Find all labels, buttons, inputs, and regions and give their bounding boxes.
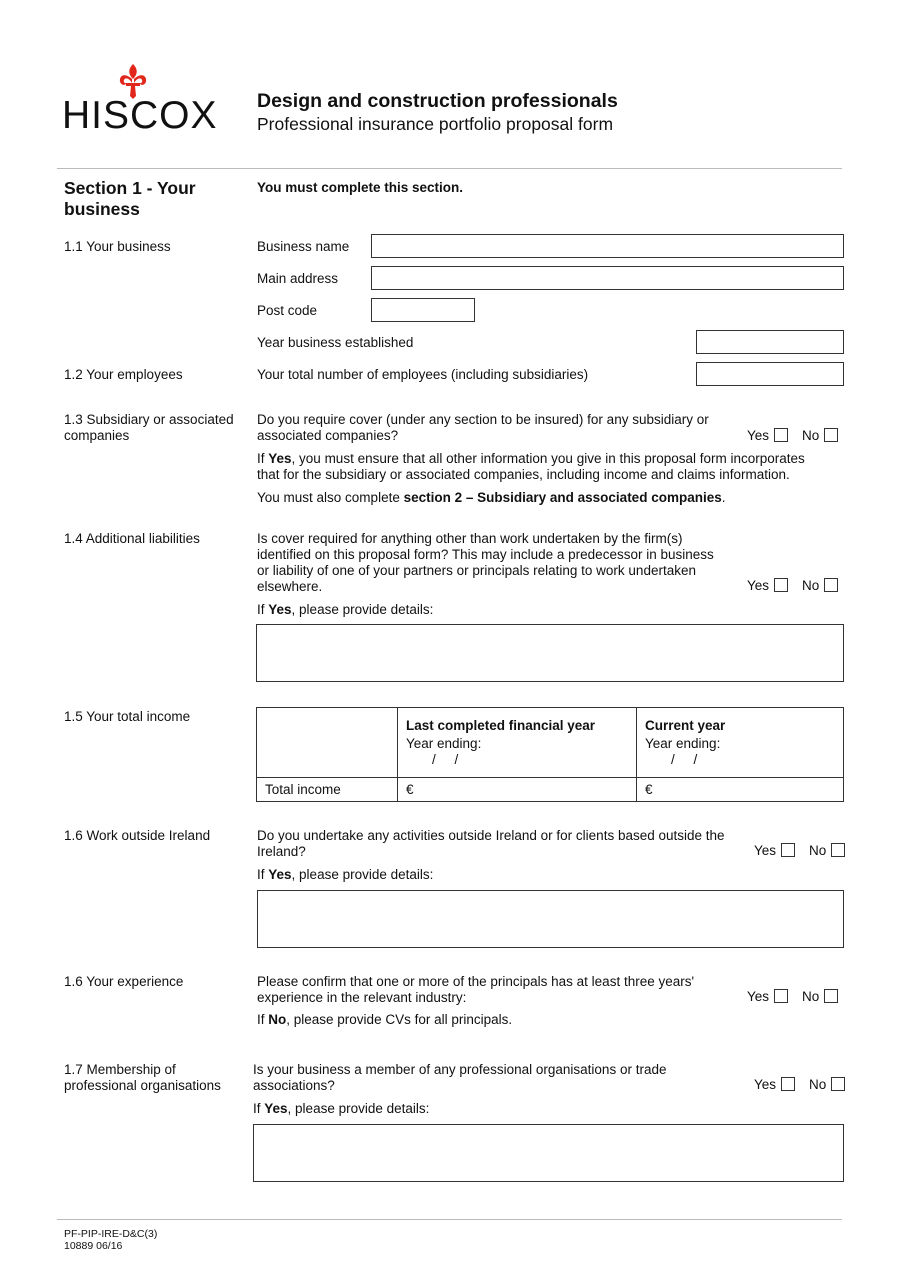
text: If xyxy=(257,1012,269,1027)
q1-4-label: 1.4 Additional liabilities xyxy=(64,531,200,546)
main-address-label: Main address xyxy=(257,271,339,286)
liabilities-yes-checkbox[interactable] xyxy=(774,578,788,592)
euro-symbol: € xyxy=(645,782,653,797)
membership-yes-no xyxy=(754,1077,845,1093)
current-year-header xyxy=(637,708,844,778)
text: , please provide details: xyxy=(291,602,434,617)
membership-details-field[interactable] xyxy=(253,1124,844,1182)
outside-ireland-details-label xyxy=(257,867,433,883)
experience-no-checkbox[interactable] xyxy=(824,989,838,1003)
section2-reference: section 2 – Subsidiary and associated companies xyxy=(403,490,722,505)
year-established-field[interactable] xyxy=(696,330,844,354)
main-address-field[interactable] xyxy=(371,266,844,290)
income-table xyxy=(256,707,844,802)
business-name-field[interactable] xyxy=(371,234,844,258)
section-instruction: You must complete this section. xyxy=(257,180,464,195)
q1-6b-label: 1.6 Your experience xyxy=(64,974,184,989)
subsidiary-question: Do you require cover (under any section to be insured) for any subsidiary or associated companies? xyxy=(257,412,709,443)
employees-field[interactable] xyxy=(696,362,844,386)
bold-text: Yes xyxy=(264,1101,288,1116)
post-code-label: Post code xyxy=(257,303,318,318)
bold-text: No xyxy=(268,1012,287,1027)
note-bold: Yes xyxy=(268,451,292,466)
experience-question: Please confirm that one or more of the principals has at least three years' experience in the relevant industry: xyxy=(257,974,695,1005)
business-name-label: Business name xyxy=(257,239,350,254)
liabilities-details-field[interactable] xyxy=(256,624,844,682)
footer-divider xyxy=(57,1219,842,1220)
q1-2-label: 1.2 Your employees xyxy=(64,367,183,382)
membership-yes-checkbox[interactable] xyxy=(781,1077,795,1091)
subsidiary-yes-no xyxy=(747,428,838,444)
post-code-field[interactable] xyxy=(371,298,475,322)
current-year-income-field[interactable] xyxy=(637,778,844,802)
last-year-income-field[interactable] xyxy=(398,778,637,802)
no-label: No xyxy=(802,428,820,443)
euro-symbol: € xyxy=(406,782,414,797)
yes-label: Yes xyxy=(754,843,777,858)
membership-details-label xyxy=(253,1101,429,1117)
q1-5-label: 1.5 Your total income xyxy=(64,709,191,724)
no-label: No xyxy=(802,989,820,1004)
note-text: If xyxy=(257,451,269,466)
total-income-label: Total income xyxy=(257,778,398,802)
liabilities-details-label xyxy=(257,602,433,618)
bold-text: Yes xyxy=(268,602,292,617)
subsidiary-yes-checkbox[interactable] xyxy=(774,428,788,442)
yes-label: Yes xyxy=(754,1077,777,1092)
outside-ireland-no-checkbox[interactable] xyxy=(831,843,845,857)
q1-7-label: 1.7 Membership of professional organisations xyxy=(64,1062,221,1093)
form-subtitle: Professional insurance portfolio proposal form xyxy=(257,114,614,134)
no-label: No xyxy=(809,843,827,858)
yes-label: Yes xyxy=(747,989,770,1004)
text: If xyxy=(257,867,269,882)
subsidiary-no-checkbox[interactable] xyxy=(824,428,838,442)
outside-ireland-yes-checkbox[interactable] xyxy=(781,843,795,857)
subsidiary-section-note xyxy=(257,490,837,506)
last-year-header xyxy=(398,708,637,778)
experience-note xyxy=(257,1012,512,1028)
yes-label: Yes xyxy=(747,428,770,443)
liabilities-no-checkbox[interactable] xyxy=(824,578,838,592)
current-year-title: Current year xyxy=(645,718,726,733)
experience-yes-checkbox[interactable] xyxy=(774,989,788,1003)
text: , please provide CVs for all principals. xyxy=(286,1012,513,1027)
subsidiary-note xyxy=(257,451,827,483)
note-text: You must also complete xyxy=(257,490,404,505)
experience-yes-no xyxy=(747,989,838,1005)
last-year-ending-label: Year ending: xyxy=(406,736,482,751)
section-title: Section 1 - Your business xyxy=(64,178,196,219)
form-title: Design and construction professionals xyxy=(257,90,618,112)
year-established-label: Year business established xyxy=(257,335,414,350)
text: , please provide details: xyxy=(287,1101,430,1116)
last-year-title: Last completed financial year xyxy=(406,718,596,733)
outside-ireland-question: Do you undertake any activities outside Ireland or for clients based outside the Ireland? xyxy=(257,828,725,859)
q1-6a-label: 1.6 Work outside Ireland xyxy=(64,828,211,843)
no-label: No xyxy=(809,1077,827,1092)
form-reference: PF-PIP-IRE-D&C(3) xyxy=(64,1228,158,1240)
note-text: . xyxy=(721,490,726,505)
hiscox-logo xyxy=(62,62,218,137)
income-table-corner xyxy=(257,708,398,778)
form-version: 10889 06/16 xyxy=(64,1240,123,1252)
current-year-ending-label: Year ending: xyxy=(645,736,721,751)
liabilities-yes-no xyxy=(747,578,838,594)
yes-label: Yes xyxy=(747,578,770,593)
employees-question: Your total number of employees (including subsidiaries) xyxy=(257,367,589,382)
additional-liabilities-question: Is cover required for anything other than work undertaken by the firm(s) identified on this proposal form? This may include a predecessor in business or liability of one of your partners or principals relating to work undertaken elsewhere. xyxy=(257,531,714,594)
membership-question: Is your business a member of any professional organisations or trade associations? xyxy=(253,1062,667,1093)
brand-wordmark: HISCOX xyxy=(62,94,218,137)
text: If xyxy=(257,602,269,617)
note-text: , you must ensure that all other information you give in this proposal form incorporates that for the subsidiary or associated companies, including income and claims information. xyxy=(257,451,805,482)
q1-1-label: 1.1 Your business xyxy=(64,239,171,254)
no-label: No xyxy=(802,578,820,593)
q1-3-label: 1.3 Subsidiary or associated companies xyxy=(64,412,234,443)
text: , please provide details: xyxy=(291,867,434,882)
membership-no-checkbox[interactable] xyxy=(831,1077,845,1091)
current-year-date-field[interactable]: / / xyxy=(671,752,698,767)
text: If xyxy=(253,1101,265,1116)
last-year-date-field[interactable]: / / xyxy=(432,752,459,767)
header-divider xyxy=(57,168,842,169)
bold-text: Yes xyxy=(268,867,292,882)
outside-ireland-yes-no xyxy=(754,843,845,859)
outside-ireland-details-field[interactable] xyxy=(257,890,844,948)
